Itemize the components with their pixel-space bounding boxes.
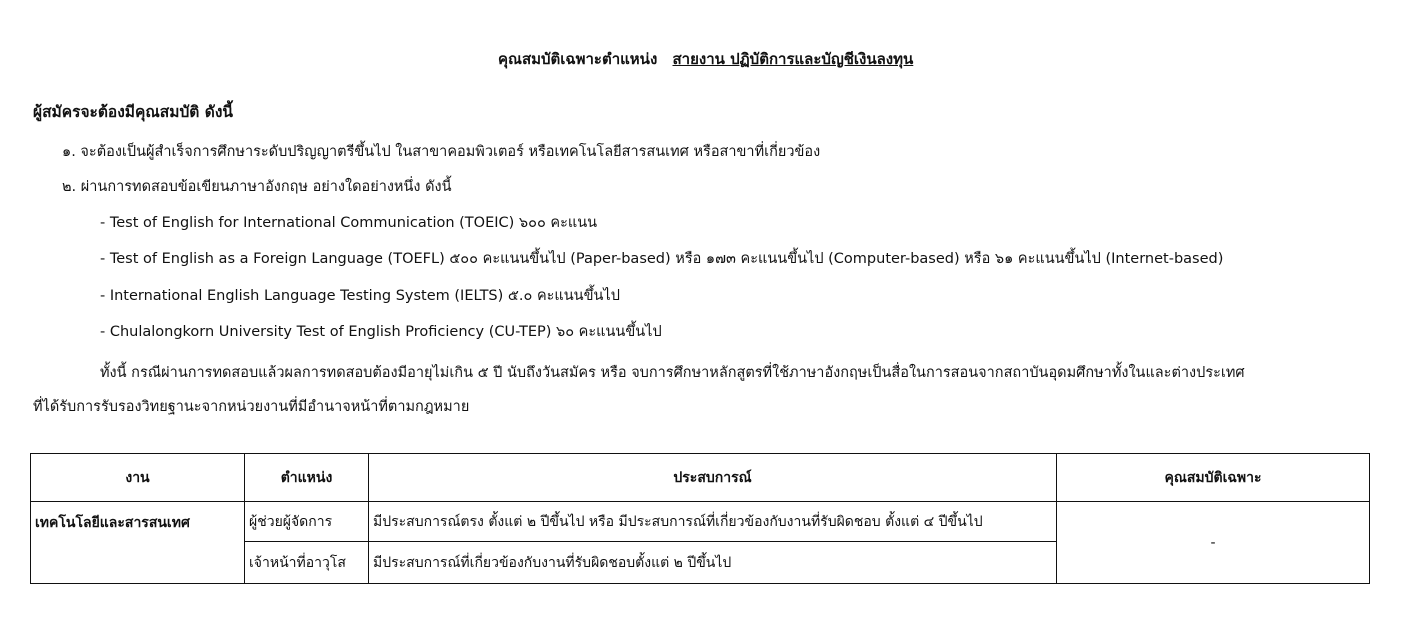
header-work: งาน <box>31 454 245 502</box>
english-test-ielts: - International English Language Testing System (IELTS) ๕.๐ คะแนนขึ้นไป <box>100 288 620 304</box>
requirement-item-english-test: ๒. ผ่านการทดสอบข้อเขียนภาษาอังกฤษ อย่างใดอย่างหนึ่ง ดังนี้ <box>62 179 452 195</box>
position-cell: เจ้าหน้าที่อาวุโส <box>245 542 369 584</box>
experience-cell: มีประสบการณ์ที่เกี่ยวข้องกับงานที่รับผิดชอบตั้งแต่ ๒ ปีขึ้นไป <box>369 542 1057 584</box>
header-position: ตำแหน่ง <box>245 454 369 502</box>
table-header-row <box>31 454 1370 502</box>
note-line-2: ที่ได้รับการรับรองวิทยฐานะจากหน่วยงานที่มีอำนาจหน้าที่ตามกฎหมาย <box>33 399 470 415</box>
english-test-toeic: - Test of English for International Communication (TOEIC) ๖๐๐ คะแนน <box>100 215 598 231</box>
requirements-table <box>30 453 1370 584</box>
work-group-cell: เทคโนโลยีและสารสนเทศ <box>31 502 245 584</box>
requirement-item-education: ๑. จะต้องเป็นผู้สำเร็จการศึกษาระดับปริญญาตรีขึ้นไป ในสาขาคอมพิวเตอร์ หรือเทคโนโลยีสารสนเทศ หรือสาขาที่เกี่ยวข้อง <box>62 144 821 160</box>
position-cell: ผู้ช่วยผู้จัดการ <box>245 502 369 542</box>
note-line-1: ทั้งนี้ กรณีผ่านการทดสอบแล้วผลการทดสอบต้องมีอายุไม่เกิน ๕ ปี นับถึงวันสมัคร หรือ จบการศึกษาหลักสูตรที่ใช้ภาษาอังกฤษเป็นสื่อในการสอนจากสถาบันอุดมศึกษาทั้งในและต่างประเทศ <box>100 365 1245 381</box>
requirements-heading: ผู้สมัครจะต้องมีคุณสมบัติ ดังนี้ <box>33 103 233 121</box>
page-title <box>498 47 913 71</box>
title-prefix: คุณสมบัติเฉพาะตำแหน่ง <box>498 50 658 68</box>
english-test-cutep: - Chulalongkorn University Test of English Proficiency (CU-TEP) ๖๐ คะแนนขึ้นไป <box>100 324 662 340</box>
table-row <box>31 502 1370 542</box>
qualifications-cell: - <box>1057 502 1370 584</box>
header-qualifications: คุณสมบัติเฉพาะ <box>1057 454 1370 502</box>
experience-cell: มีประสบการณ์ตรง ตั้งแต่ ๒ ปีขึ้นไป หรือ มีประสบการณ์ที่เกี่ยวข้องกับงานที่รับผิดชอบ ตั้งแต่ ๔ ปีขึ้นไป <box>369 502 1057 542</box>
title-department: สายงาน ปฏิบัติการและบัญชีเงินลงทุน <box>672 50 914 68</box>
header-experience: ประสบการณ์ <box>369 454 1057 502</box>
english-test-toefl: - Test of English as a Foreign Language (TOEFL) ๕๐๐ คะแนนขึ้นไป (Paper-based) หรือ ๑๗๓ คะแนนขึ้นไป (Computer-based) หรือ ๖๑ คะแนนขึ้นไป (Internet-based) <box>100 251 1224 267</box>
